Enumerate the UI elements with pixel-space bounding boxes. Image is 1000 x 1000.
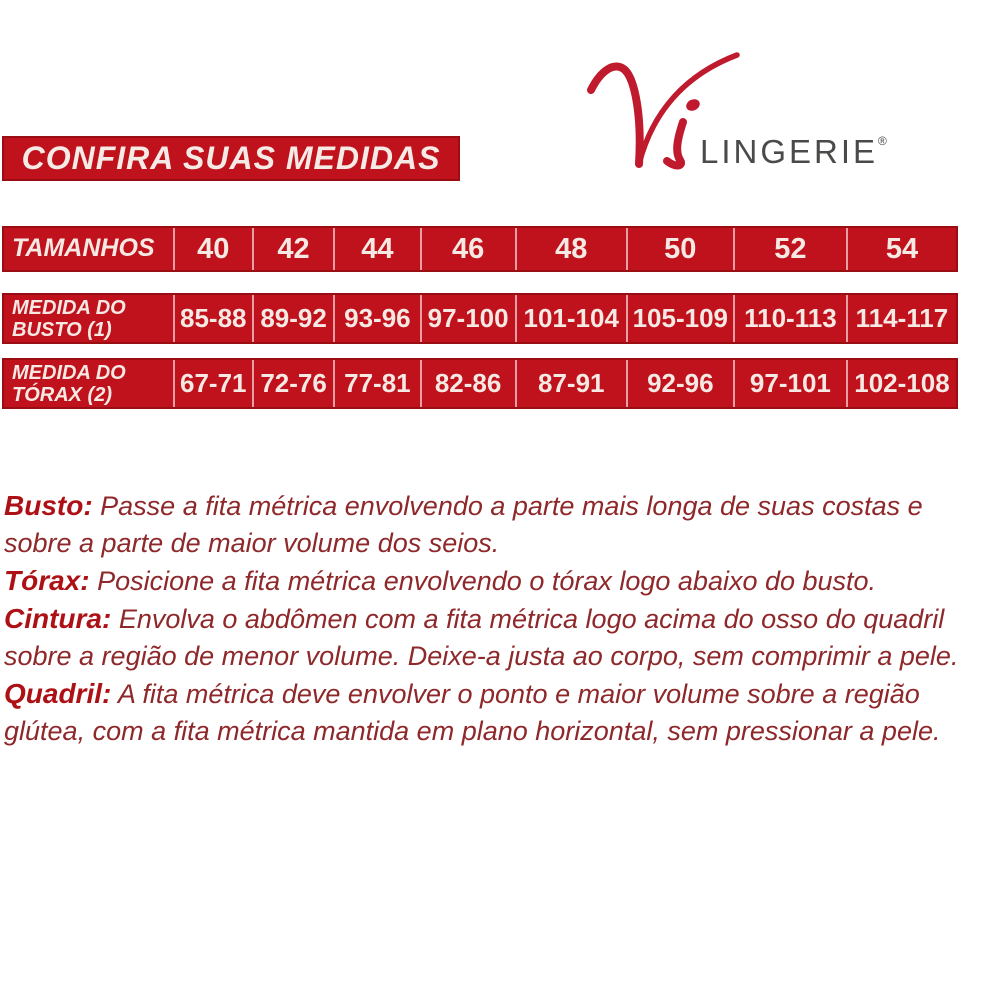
value-cell: 110-113 xyxy=(733,295,846,342)
value-cell: 85-88 xyxy=(173,295,252,342)
brand-name-text: LINGERIE xyxy=(700,133,879,170)
value-cell: 87-91 xyxy=(515,360,626,407)
instruction-cintura xyxy=(4,600,972,675)
value-cell: 89-92 xyxy=(252,295,333,342)
brand-name xyxy=(700,133,887,171)
instruction-torax xyxy=(4,562,972,600)
value-cell: 42 xyxy=(252,228,333,270)
instruction-quadril xyxy=(4,675,972,750)
value-cell: 46 xyxy=(420,228,515,270)
value-cell: 93-96 xyxy=(333,295,419,342)
value-cell: 105-109 xyxy=(626,295,733,342)
instruction-term: Quadril: xyxy=(4,678,112,709)
instruction-term: Cintura: xyxy=(4,603,112,634)
value-cell: 97-100 xyxy=(420,295,515,342)
row-label-cell: TAMANHOS xyxy=(12,234,155,263)
value-cell: 77-81 xyxy=(333,360,419,407)
value-cell: 92-96 xyxy=(626,360,733,407)
size-table xyxy=(2,226,958,423)
page-title: CONFIRA SUAS MEDIDAS xyxy=(21,140,441,176)
value-cell: 50 xyxy=(626,228,733,270)
table-row xyxy=(2,358,958,409)
registered-mark: ® xyxy=(878,134,887,148)
value-cell: 72-76 xyxy=(252,360,333,407)
value-cell: 54 xyxy=(846,228,956,270)
instruction-term: Busto: xyxy=(4,490,93,521)
value-cell: 44 xyxy=(333,228,419,270)
instruction-text: Passe a fita métrica envolvendo a parte mais longa de suas costas e sobre a parte de maior volume dos seios. xyxy=(4,491,923,558)
value-cell: 114-117 xyxy=(846,295,956,342)
title-banner xyxy=(2,136,460,181)
instruction-text: Posicione a fita métrica envolvendo o tórax logo abaixo do busto. xyxy=(89,566,877,596)
row-label-cell: MEDIDA DO TÓRAX (2) xyxy=(12,361,126,406)
value-cell: 67-71 xyxy=(173,360,252,407)
value-cell: 48 xyxy=(515,228,626,270)
instruction-text: A fita métrica deve envolver o ponto e maior volume sobre a região glútea, com a fita métrica mantida em plano horizontal, sem pressionar a pele. xyxy=(4,679,941,746)
table-row xyxy=(2,293,958,344)
instruction-text: Envolva o abdômen com a fita métrica logo acima do osso do quadril sobre a região de menor volume. Deixe-a justa ao corpo, sem comprimir a pele. xyxy=(4,604,959,671)
value-cell: 101-104 xyxy=(515,295,626,342)
value-cell: 82-86 xyxy=(420,360,515,407)
value-cell: 40 xyxy=(173,228,252,270)
value-cell: 97-101 xyxy=(733,360,846,407)
row-label-cell: MEDIDA DO BUSTO (1) xyxy=(12,296,126,341)
brand-logo xyxy=(585,46,915,176)
table-header-row xyxy=(2,226,958,272)
measuring-instructions xyxy=(4,487,972,750)
value-cell: 52 xyxy=(733,228,846,270)
instruction-busto xyxy=(4,487,972,562)
instruction-term: Tórax: xyxy=(4,565,90,596)
value-cell: 102-108 xyxy=(846,360,956,407)
